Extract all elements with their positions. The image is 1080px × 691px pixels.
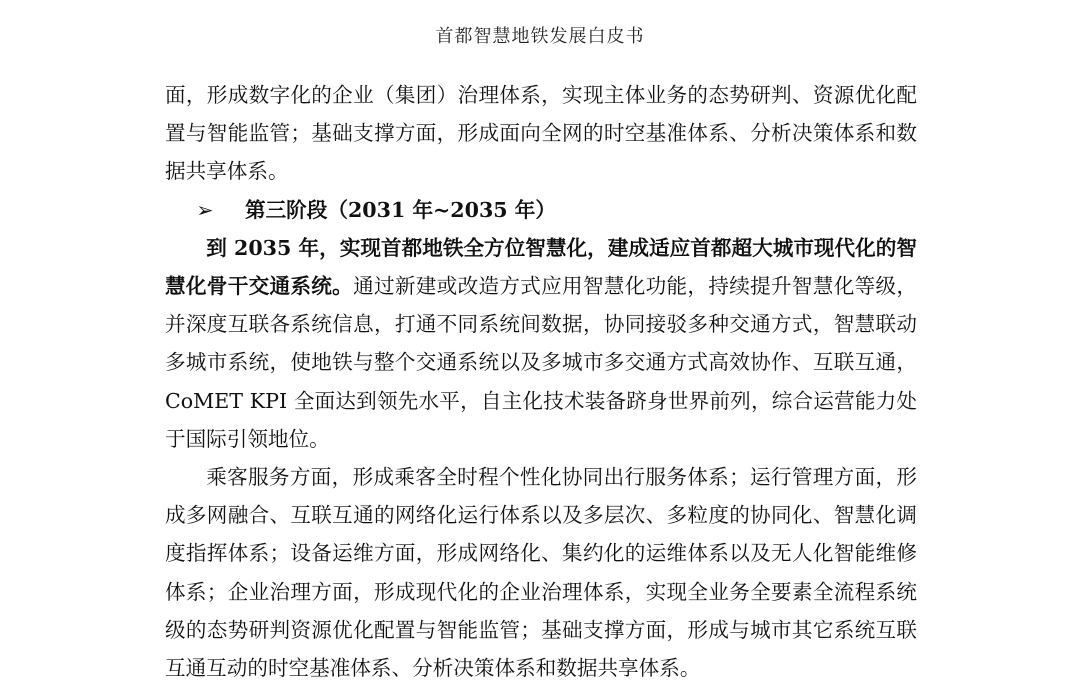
paragraph-2035-goal bbox=[165, 229, 917, 458]
paragraph-continuation: 面，形成数字化的企业（集团）治理体系，实现主体业务的态势研判、资源优化配置与智能监管；基础支撑方面，形成面向全网的时空基准体系、分析决策体系和数据共享体系。 bbox=[165, 83, 917, 184]
section-heading-text: 第三阶段（2031 年~2035 年） bbox=[245, 197, 556, 222]
paragraph-aspects: 乘客服务方面，形成乘客全时程个性化协同出行服务体系；运行管理方面，形成多网融合、互联互通的网络化运行体系以及多层次、多粒度的协同化、智慧化调度指挥体系；设备运维方面，形成网络化、集约化的运维体系以及无人化智能维修体系；企业治理方面，形成现代化的企业治理体系，实现全业务全要素全流程系统级的态势研判资源优化配置与智能监管；基础支撑方面，形成与城市其它系统互联互通互动的时空基准体系、分析决策体系和数据共享体系。 bbox=[165, 465, 917, 681]
paragraph-body: 通过新建或改造方式应用智慧化功能，持续提升智慧化等级，并深度互联各系统信息，打通不同系统间数据，协同接驳多种交通方式，智慧联动多城市系统，使地铁与整个交通系统以及多城市多交通方式高效协作、互联互通，CoMET KPI 全面达到领先水平，自主化技术装备跻身世界前列，综合运营能力处于国际引领地位。 bbox=[165, 274, 917, 451]
paragraph-bold-lead: 到 2035 年，实现首都地铁全方位智慧化，建成适应首都超大城市现代化的智慧化骨干交通系统。 bbox=[165, 235, 917, 299]
page-header-title: 首都智慧地铁发展白皮书 bbox=[435, 26, 645, 47]
document-body bbox=[165, 76, 917, 687]
section-heading bbox=[165, 191, 917, 229]
arrow-bullet-icon: ➢ bbox=[196, 197, 214, 222]
